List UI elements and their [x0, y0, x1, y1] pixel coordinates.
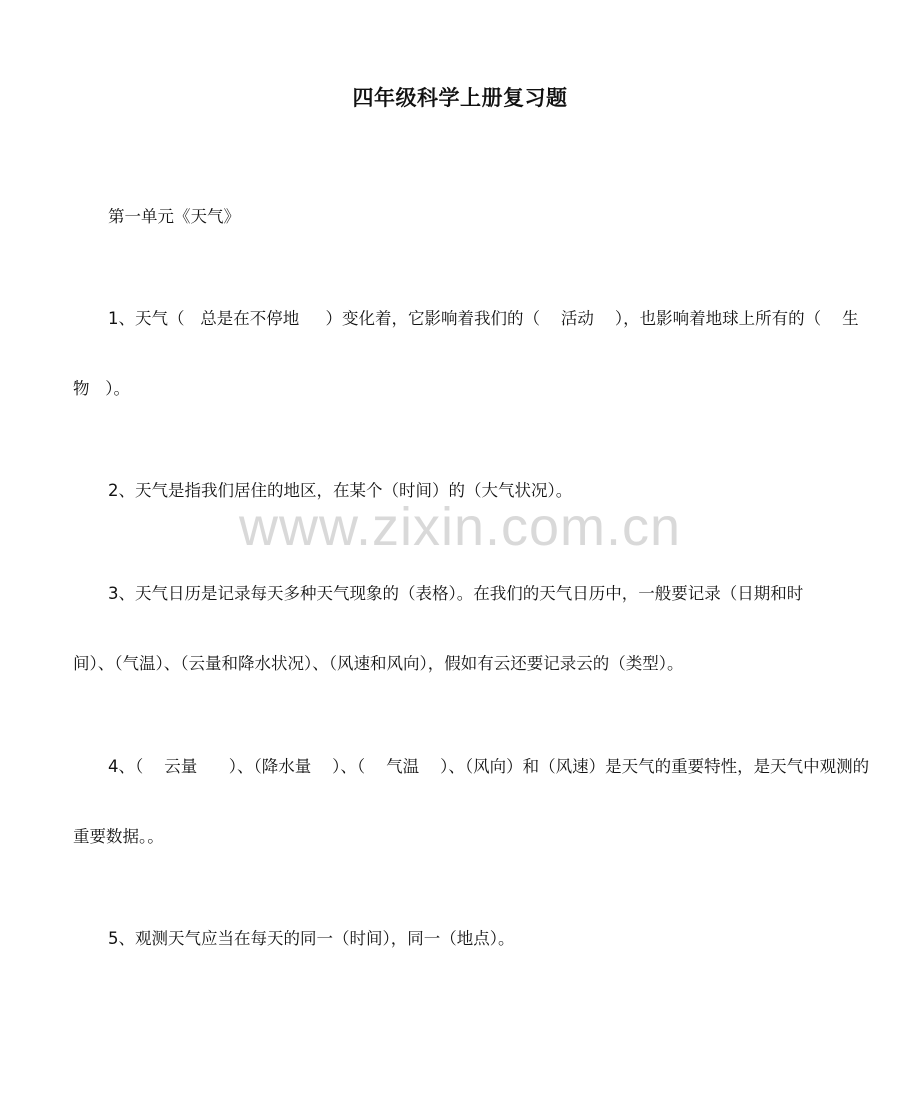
question-4-line-2: 重要数据。。 — [73, 827, 164, 846]
question-3-line-2: 间）、（气温）、（云量和降水状况）、（风速和风向），假如有云还要记录云的（类型）。 — [73, 654, 684, 673]
document-title: 四年级科学上册复习题 — [352, 86, 568, 110]
question-3-line-1: 3、天气日历是记录每天多种天气现象的（表格）。在我们的天气日历中，一般要记录（日期和时 — [108, 584, 804, 603]
question-5-line-1: 5、观测天气应当在每天的同一（时间），同一（地点）。 — [108, 929, 515, 948]
question-1-line-1: 1、天气（ 总是在不停地 ）变化着，它影响着我们的（ 活动 ），也影响着地球上所有的（ 生 — [108, 309, 859, 328]
question-4-line-1: 4、（ 云量 ）、（降水量 ）、（ 气温 ）、（风向）和（风速）是天气的重要特性，是天气中观测的 — [108, 757, 870, 776]
question-1-line-2: 物 ）。 — [73, 379, 130, 398]
question-2-line-1: 2、天气是指我们居住的地区，在某个（时间）的（大气状况）。 — [108, 481, 573, 500]
watermark: www.zixin.com.cn — [238, 497, 682, 557]
unit-heading: 第一单元《天气》 — [108, 207, 240, 226]
